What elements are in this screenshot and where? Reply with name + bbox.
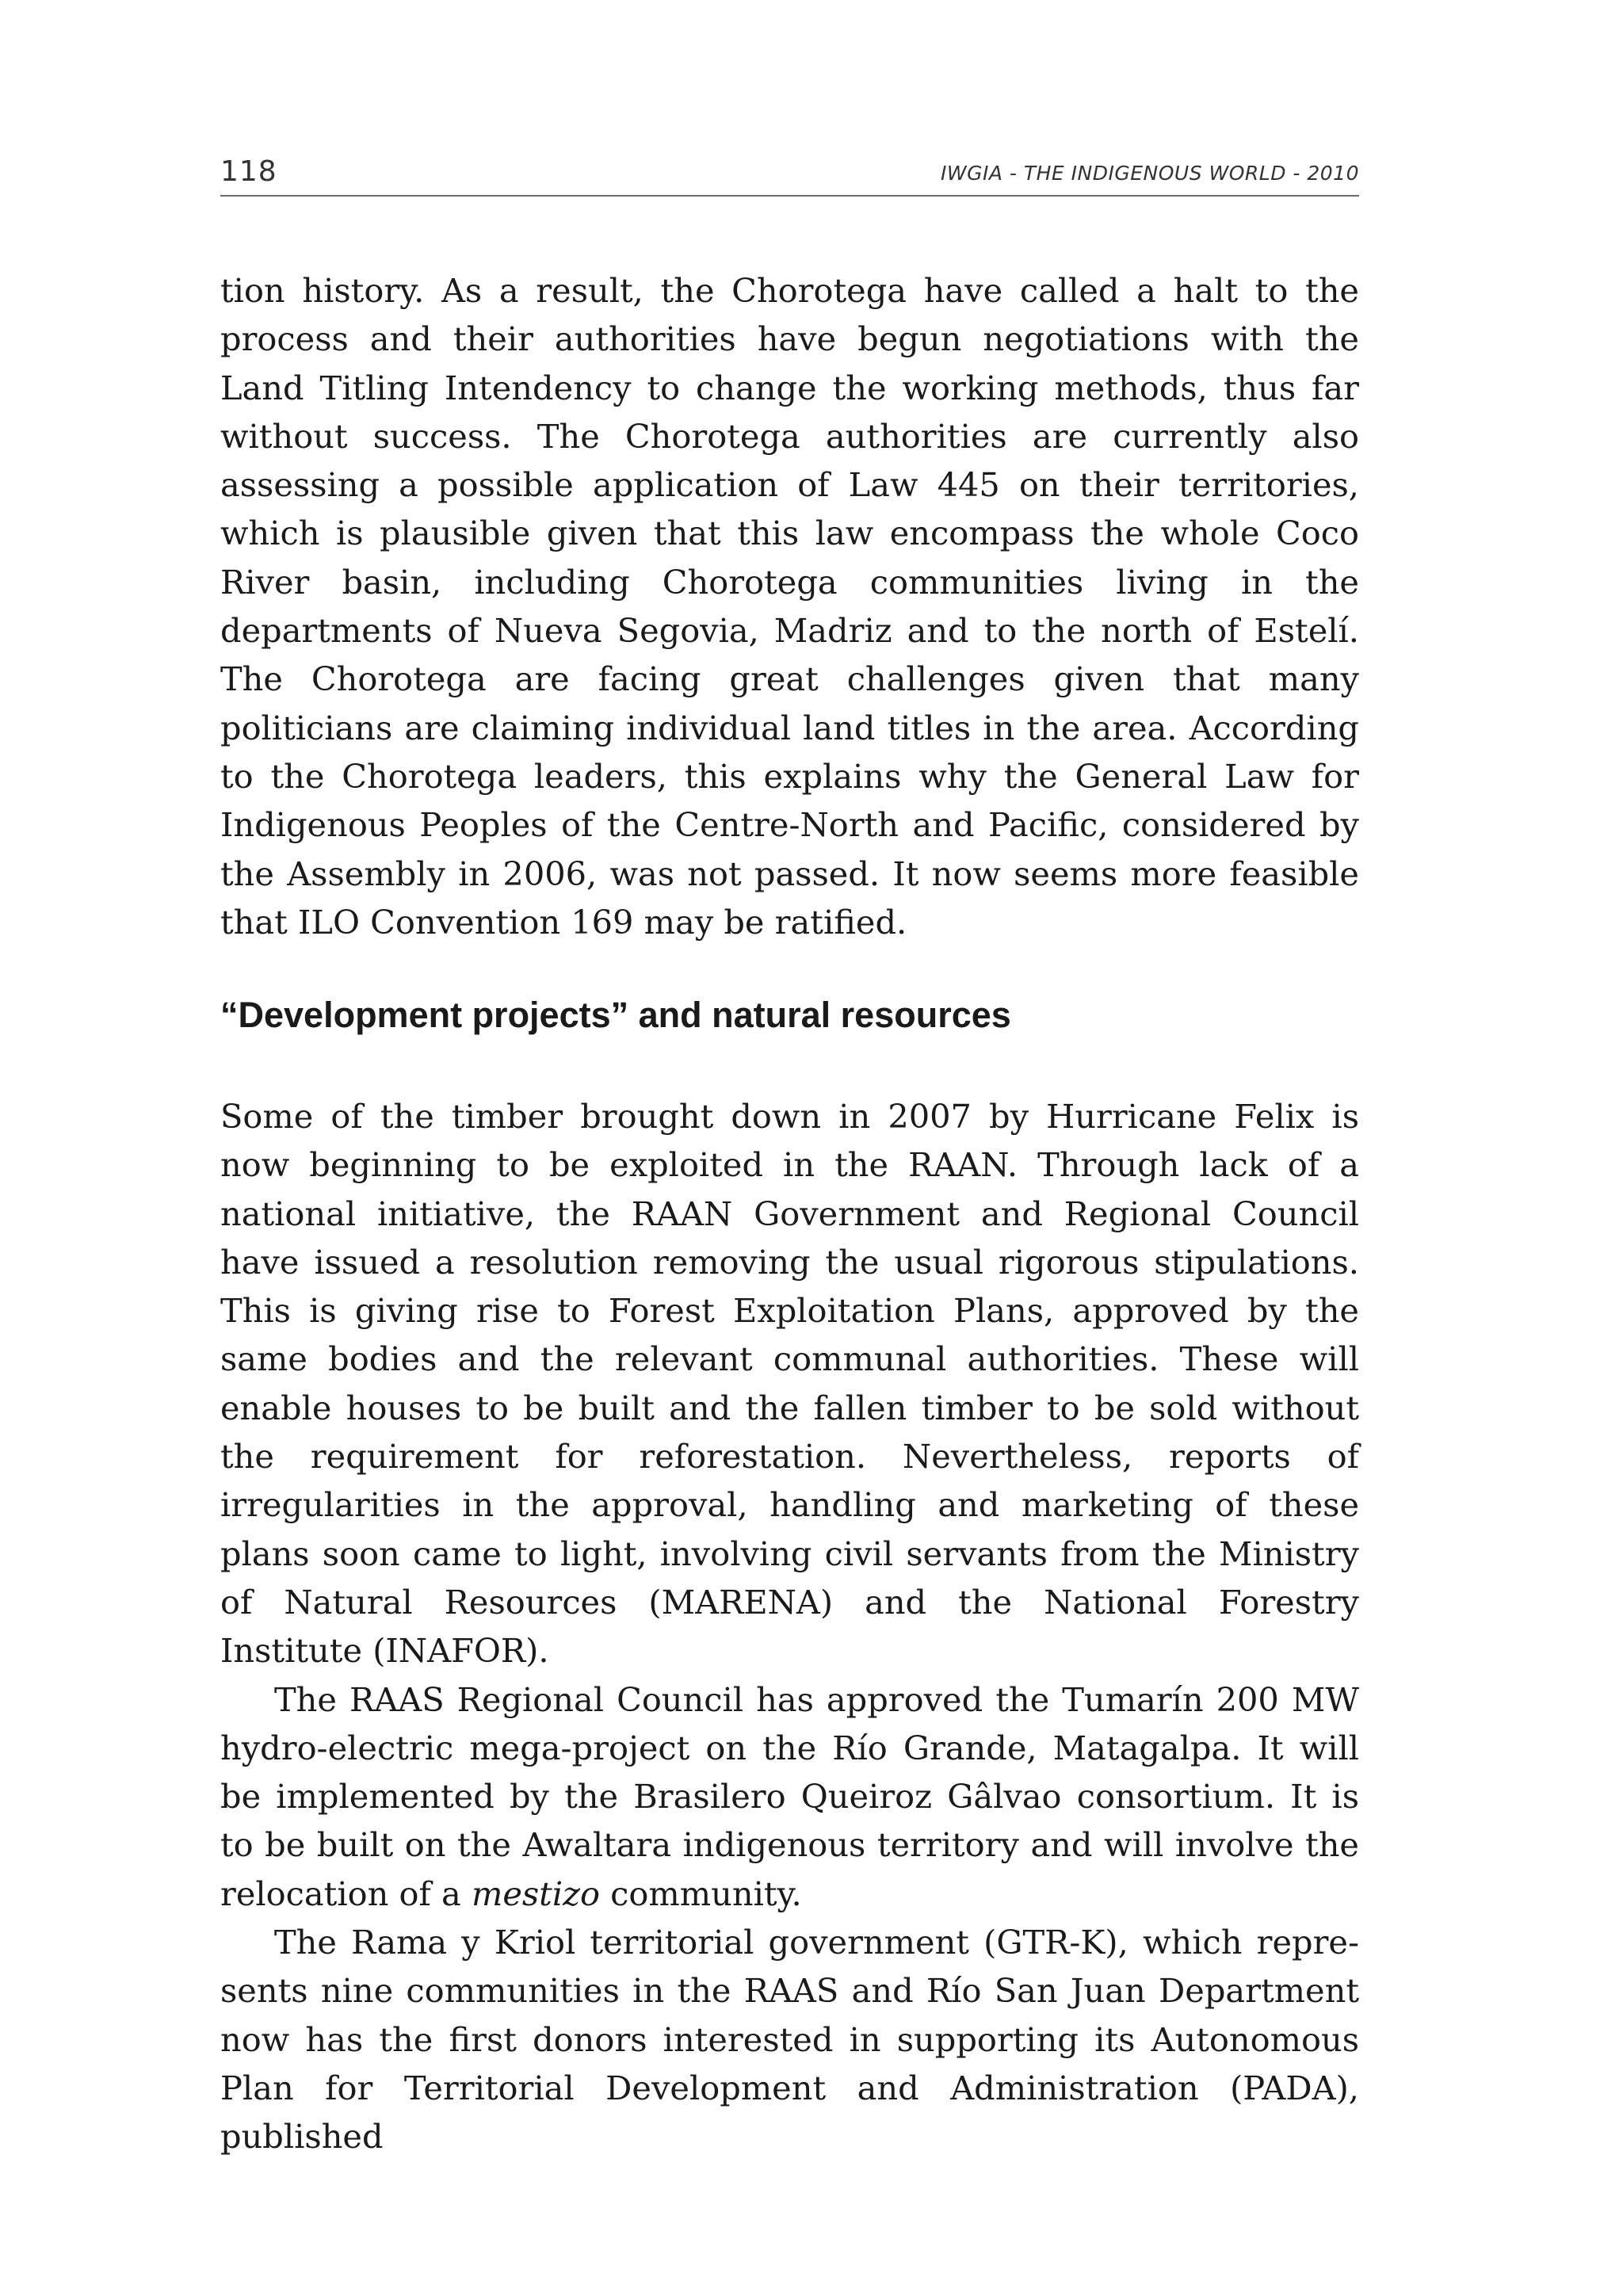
section-heading: “Development projects” and natural resources [220,995,1011,1035]
italic-term: mestizo [471,1874,600,1913]
page-header [220,155,1359,197]
paragraph: Some of the timber brought down in 2007 by Hurricane Felix is now beginning to be exploited in the RAAN. Through lack of a national initiative, the RAAN Government and Regional Council have issued a resolution removing the usual rigorous stipulations. This is giving rise to Forest Exploitation Plans, approved by the same bodies and the relevant communal authorities. These will enable houses to be built and the fallen timber to be sold without the requirement for reforestation. Nevertheless, reports of irregularities in the approval, handling and marketing of these plans soon came to light, involving civil servants from the Ministry of Natural Resources (MARENA) and the National Forestry Institute (INAFOR). [220,1097,1359,1671]
paragraph: tion history. As a result, the Chorotega have called a halt to the process and their authorities have begun negotiations with the Land Titling Intendency to change the working methods, thus far without success. The Chorotega authorities are currently also assessing a possible application of Law 445 on their territories, which is plausible given that this law encompass the whole Coco River basin, including Chorotega communities living in the departments of Nueva Segovia, Madriz and to the north of Estelí. The Chorotega are facing great challenges given that many politicians are claiming individual land titles in the area. According to the Chorotega leaders, this explains why the General Law for Indigenous Peoples of the Centre-North and Pacific, considered by the Assembly in 2006, was not passed. It now seems more feasible that ILO Convention 169 may be ratified. [220,271,1359,942]
body-text-block-1 [220,266,1359,946]
paragraph-text: The RAAS Regional Council has approved the Tumarín 200 MW hydro-electric mega-project on the Río Grande, Matagalpa. It will be implemented by the Brasilero Queiroz Gâlvao consortium. It is to be built on the Awaltara indigenous territory and will involve the relocation of a [220,1679,1359,1913]
paragraph: The Rama y Kriol territorial government (GTR-K), which represents nine communities in the RAAS and Río San Juan Department now has the first donors interested in supporting its Autonomous Plan for Territorial Development and Administration (PADA), published [220,1923,1359,2157]
paragraph [220,1675,1359,1918]
page-number: 118 [220,155,277,188]
running-title: IWGIA - THE INDIGENOUS WORLD - 2010 [940,162,1359,185]
body-text-block-2 [220,1092,1359,2161]
paragraph-text: community. [599,1874,802,1913]
